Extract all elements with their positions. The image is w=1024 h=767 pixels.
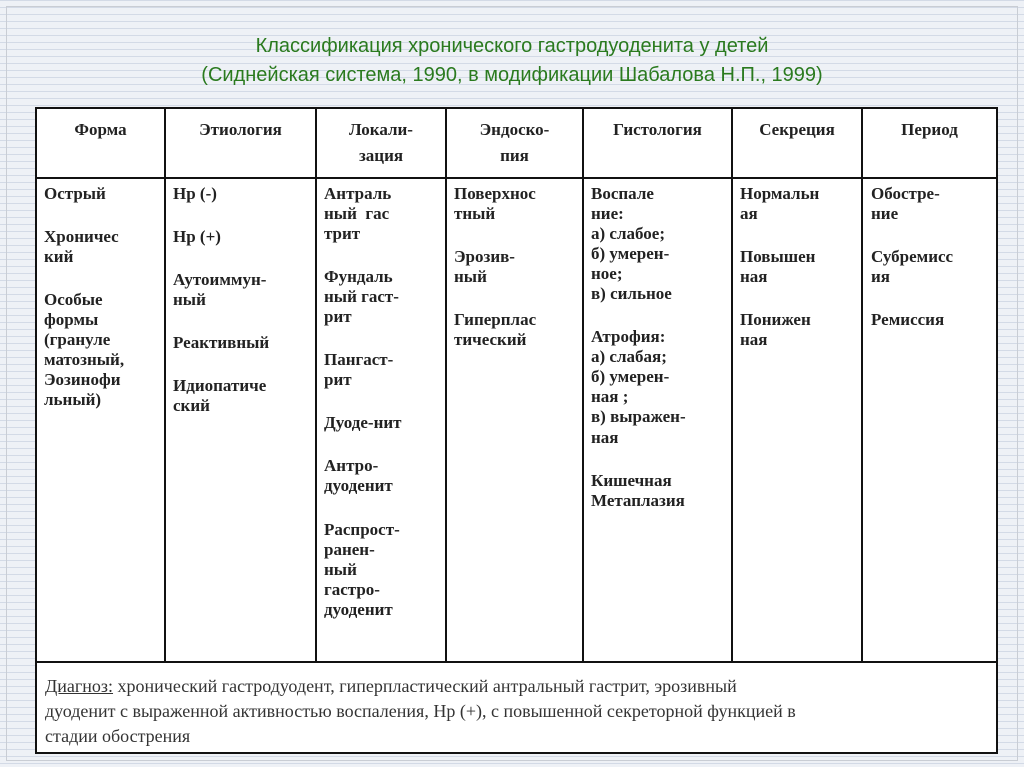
etiologiya-column	[173, 184, 269, 416]
slide-title	[0, 32, 1024, 90]
header-period: Период	[901, 120, 958, 139]
table-left-rule	[35, 107, 37, 754]
endoskopiya-item: Эрозив- ный	[454, 247, 515, 287]
body-bottom-rule	[35, 661, 998, 663]
header-etiologiya: Этиология	[199, 120, 282, 139]
sekreciya-column	[740, 184, 819, 350]
table-bottom-rule	[35, 752, 998, 754]
endoskopiya-item: Гиперплас тический	[454, 310, 537, 350]
forma-item: Хроничес кий	[44, 227, 119, 267]
lokalizaciya-item: Антро- дуоденит	[324, 456, 393, 496]
etiologiya-item: Аутоиммун- ный	[173, 270, 267, 310]
endoskopiya-item: Поверхнос тный	[454, 184, 536, 224]
classification-table	[35, 107, 998, 754]
sekreciya-item: Нормальн ая	[740, 184, 820, 224]
lokalizaciya-item: Пангаст- рит	[324, 350, 394, 390]
lokalizaciya-item: Фундаль ный гаст- рит	[324, 267, 399, 327]
lokalizaciya-column	[324, 184, 402, 620]
lokalizaciya-item: Антраль ный гас трит	[324, 184, 392, 244]
lokalizaciya-item: Распрост- ранен- ный гастро- дуоденит	[324, 519, 400, 619]
etiologiya-item: Нр (-)	[173, 184, 217, 203]
lokalizaciya-item: Дуоде-нит	[324, 413, 402, 433]
endoskopiya-column	[454, 184, 536, 350]
header-sekreciya: Секреция	[759, 120, 835, 139]
period-column	[871, 184, 953, 330]
column-divider	[861, 107, 863, 663]
header-gistologiya: Гистология	[613, 120, 702, 139]
header-bottom-rule	[35, 177, 998, 179]
header-lokalizaciya: Локали- зация	[349, 120, 413, 166]
diagnosis-line-1	[45, 674, 990, 699]
gistologiya-item: Атрофия: а) слабая; б) умерен- ная ; в) выражен- ная	[591, 327, 686, 447]
diagnosis-label: Диагноз:	[45, 676, 114, 696]
diagnosis-example	[45, 674, 990, 749]
etiologiya-item: Реактивный	[173, 333, 270, 353]
title-line-2: (Сиднейская система, 1990, в модификации Шабалова Н.П., 1999)	[201, 64, 823, 86]
period-item: Субремисс ия	[871, 247, 954, 287]
forma-column	[44, 184, 124, 410]
diagnosis-line-2: дуоденит с выраженной активностью воспаления, Нр (+), с повышенной секреторной функцией в	[45, 701, 796, 721]
column-divider	[582, 107, 584, 663]
column-divider	[315, 107, 317, 663]
column-divider	[731, 107, 733, 663]
sekreciya-item: Повышен ная	[740, 247, 816, 287]
gistologiya-column	[591, 184, 686, 511]
gistologiya-item: Воспале ние: а) слабое; б) умерен- ное; в) сильное	[591, 184, 672, 304]
forma-item: Особые формы (грануле матозный, Эозинофи льный)	[44, 290, 125, 410]
table-top-rule	[35, 107, 998, 109]
header-endoskopiya: Эндоско- пия	[479, 120, 550, 166]
period-item: Ремиссия	[871, 310, 945, 330]
period-item: Обостре- ние	[871, 184, 940, 224]
sekreciya-item: Понижен ная	[740, 310, 811, 350]
diagnosis-line-3: стадии обострения	[45, 726, 191, 746]
column-divider	[445, 107, 447, 663]
table-right-rule	[996, 107, 998, 754]
gistologiya-item: Кишечная Метаплазия	[591, 470, 685, 510]
column-divider	[164, 107, 166, 663]
header-forma: Форма	[74, 120, 127, 139]
forma-item: Острый	[44, 184, 106, 203]
etiologiya-item: Идиопатиче ский	[173, 376, 267, 416]
etiologiya-item: Нр (+)	[173, 227, 221, 247]
diagnosis-text-1: хронический гастродуодент, гиперпластический антральный гастрит, эрозивный	[113, 676, 737, 696]
title-line-1: Классификация хронического гастродуоденита у детей	[255, 35, 769, 57]
